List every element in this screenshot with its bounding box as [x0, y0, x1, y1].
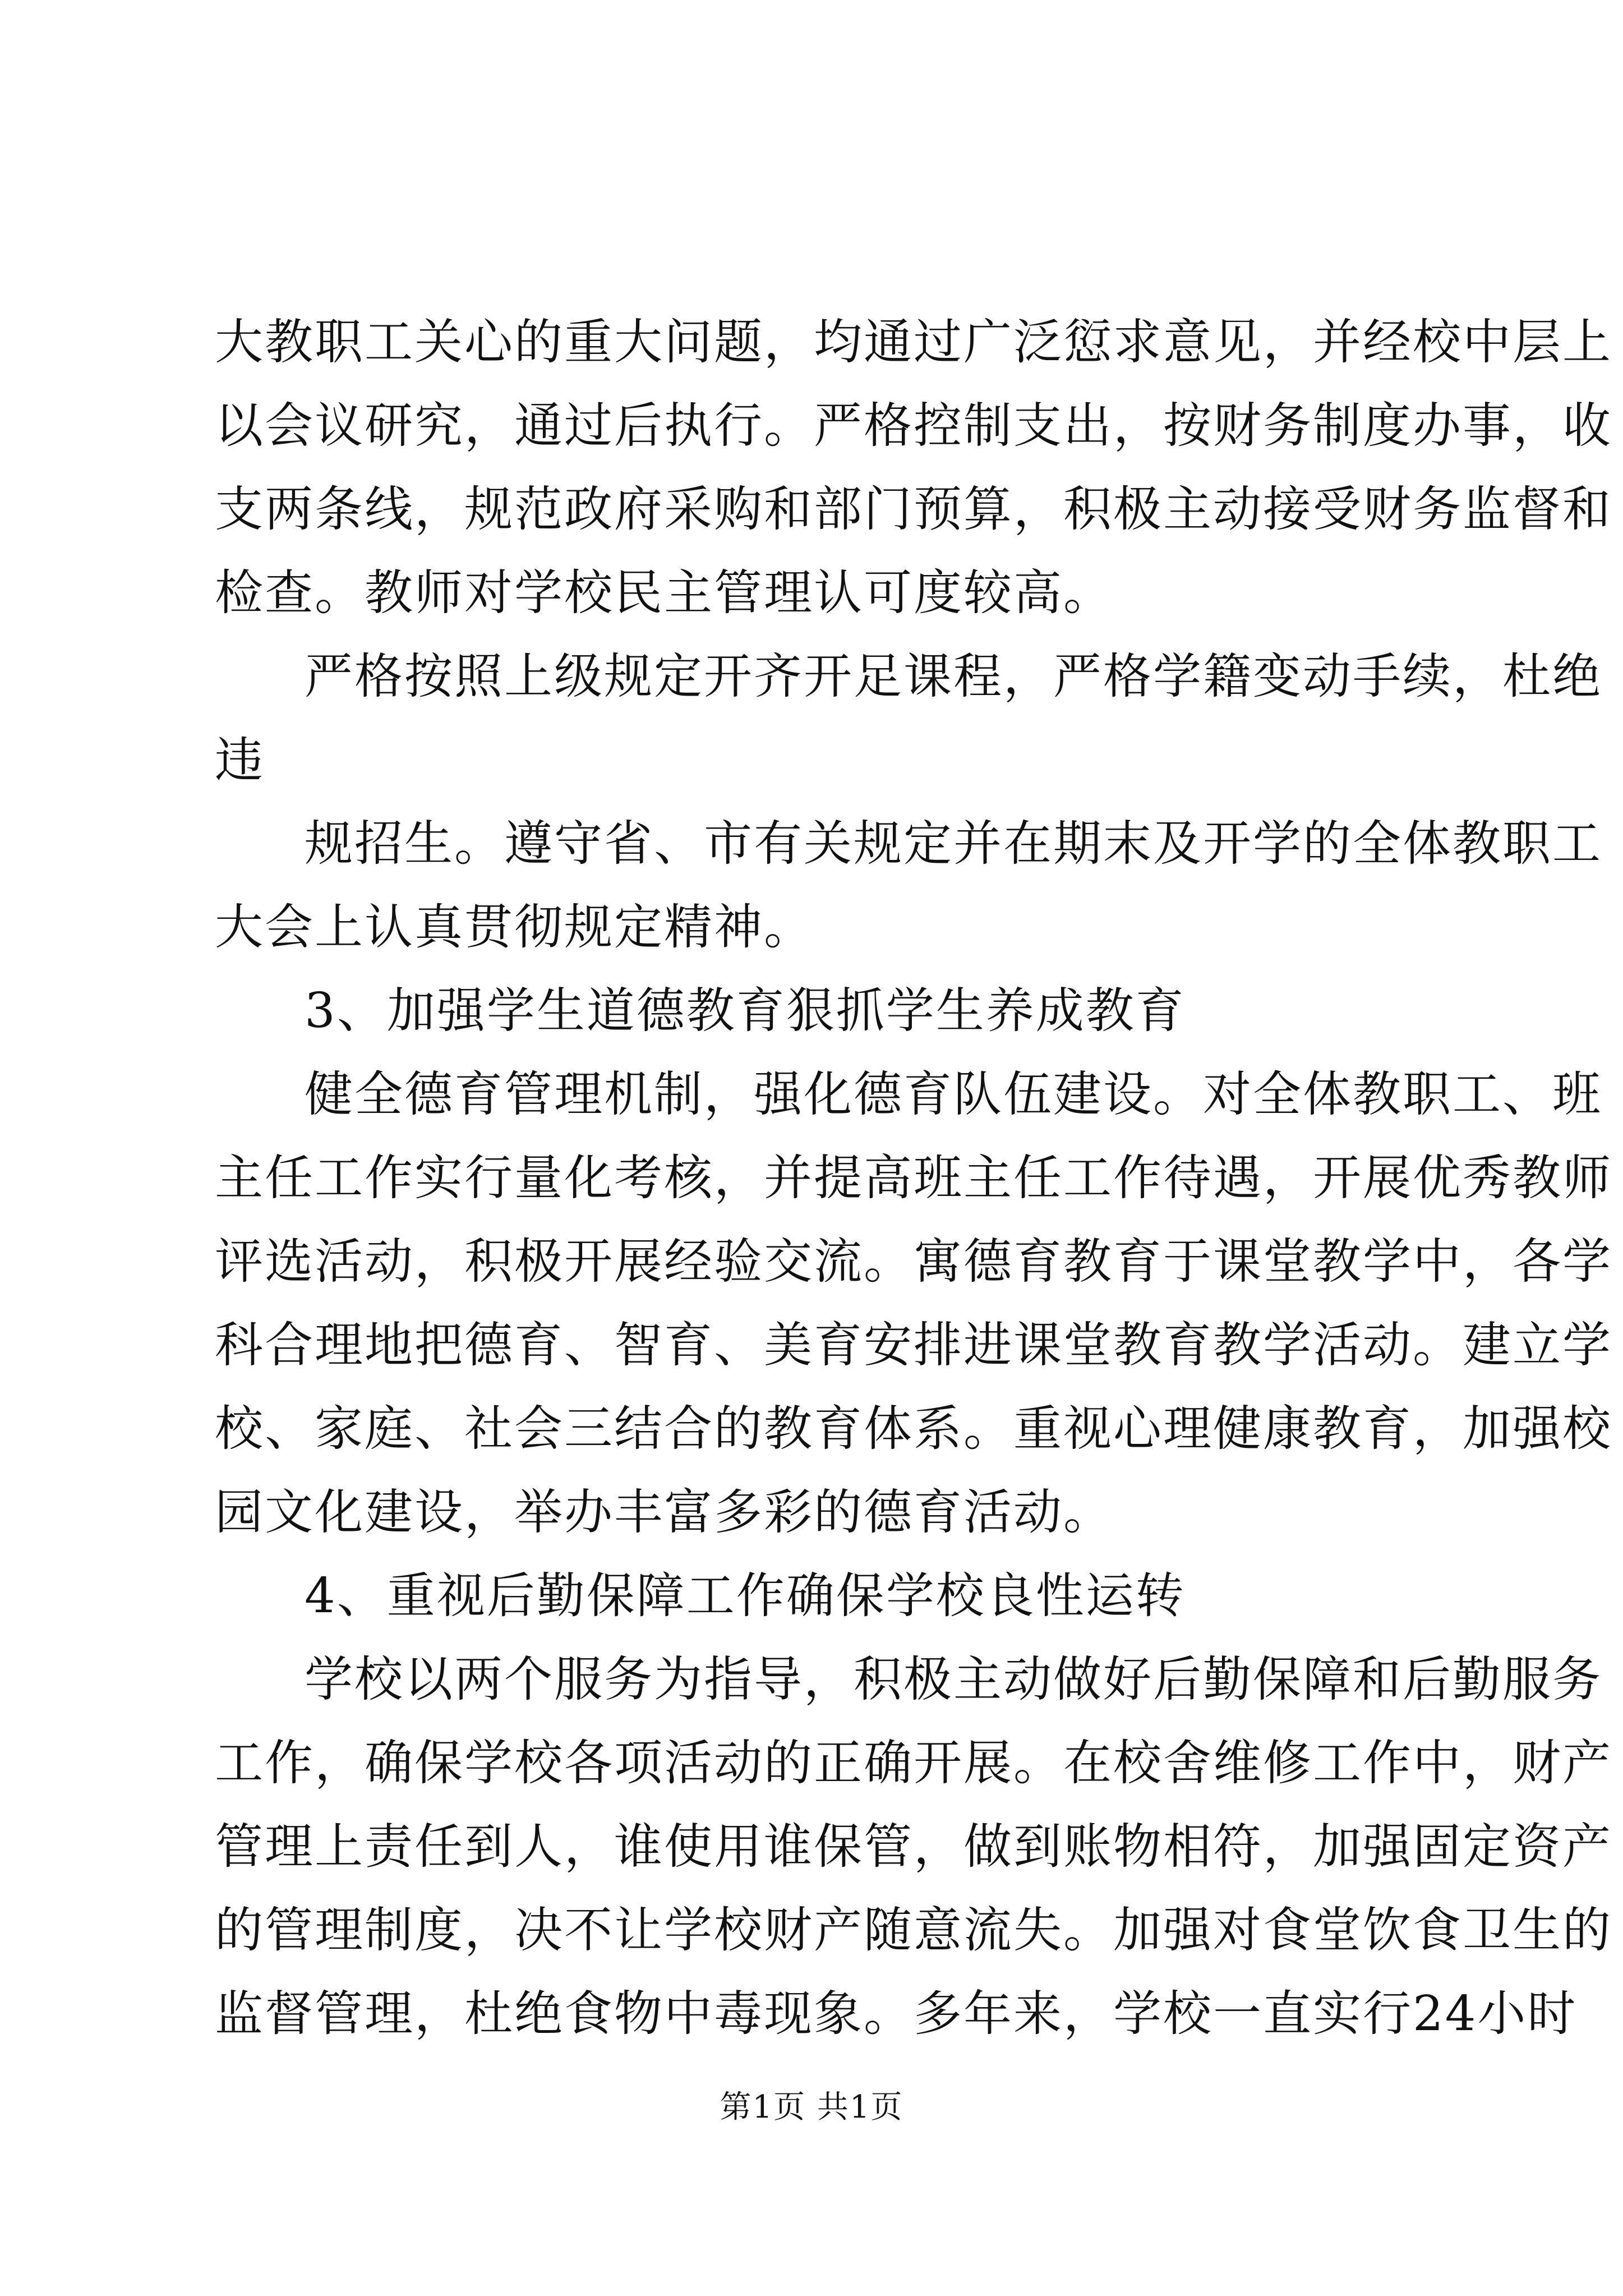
text-line: 规招生。遵守省、市有关规定并在期末及开学的全体教职工 [305, 816, 1602, 872]
text-line: 工作，确保学校各项活动的正确开展。在校舍维修工作中，财产 [215, 1735, 1612, 1791]
text-line: 违 [215, 732, 265, 788]
text-line: 以会议研究，通过后执行。严格控制支出，按财务制度办事，收 [215, 398, 1612, 454]
text-line: 大会上认真贯彻规定精神。 [215, 899, 814, 955]
text-line: 监督管理，杜绝食物中毒现象。多年来，学校一直实行24小时 [215, 1986, 1578, 2042]
text-line: 检查。教师对学校民主管理认可度较高。 [215, 565, 1113, 621]
text-line: 校、家庭、社会三结合的教育体系。重视心理健康教育，加强校 [215, 1401, 1612, 1457]
section-heading: 4、重视后勤保障工作确保学校良性运转 [305, 1568, 1186, 1624]
text-line: 主任工作实行量化考核，并提高班主任工作待遇，开展优秀教师 [215, 1150, 1612, 1206]
text-line: 大教职工关心的重大问题，均通过广泛愆求意见，并经校中层上 [215, 314, 1612, 370]
text-line: 严格按照上级规定开齐开足课程，严格学籍变动手续，杜绝 [305, 648, 1602, 705]
text-line: 健全德育管理机制，强化德育队伍建设。对全体教职工、班 [305, 1066, 1602, 1122]
page-footer: 第1页 共1页 [720, 2089, 903, 2125]
text-line: 科合理地把德育、智育、美育安排进课堂教育教学活动。建立学 [215, 1317, 1612, 1373]
section-heading: 3、加强学生道德教育狠抓学生养成教育 [305, 983, 1186, 1039]
text-line: 的管理制度，决不让学校财产随意流失。加强对食堂饮食卫生的 [215, 1902, 1612, 1958]
text-line: 评选活动，积极开展经验交流。寓德育教育于课堂教学中，各学 [215, 1234, 1612, 1290]
text-line: 学校以两个服务为指导，积极主动做好后勤保障和后勤服务 [305, 1651, 1602, 1708]
text-line: 园文化建设，举办丰富多彩的德育活动。 [215, 1484, 1113, 1540]
text-line: 支两条线，规范政府采购和部门预算，积极主动接受财务监督和 [215, 481, 1612, 537]
text-line: 管理上责任到人，谁使用谁保管，做到账物相符，加强固定资产 [215, 1819, 1612, 1875]
